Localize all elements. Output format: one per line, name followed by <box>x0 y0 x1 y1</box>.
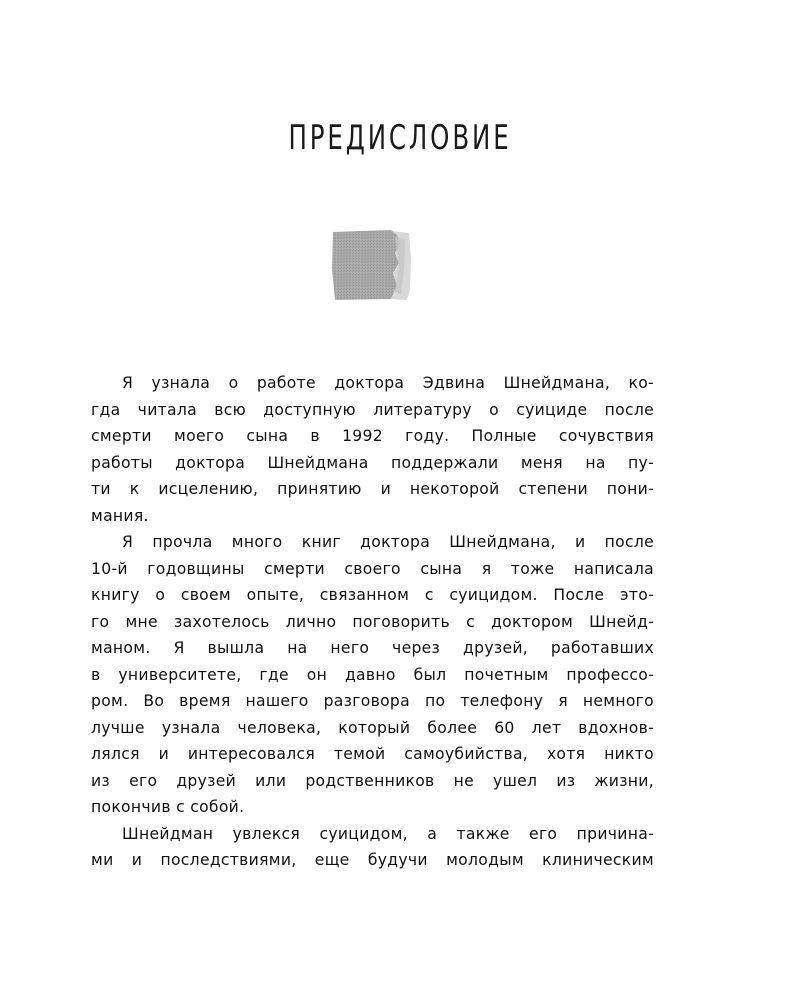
text-line: Я прочла много книг доктора Шнейдмана, и после <box>122 533 654 551</box>
text-line: ми и последствиями, еще будучи молодым клиническим <box>91 851 654 869</box>
body-text <box>91 370 654 874</box>
text-line: ти к исцелению, принятию и некоторой степени пони- <box>91 480 654 498</box>
paragraph-1 <box>91 370 654 529</box>
text-line: 10-й годовщины смерти своего сына я тоже написала <box>91 559 654 578</box>
text-line: маном. Я вышла на него через друзей, работавших <box>91 639 654 657</box>
text-line: Шнейдман увлекся суицидом, а также его причина- <box>122 824 654 843</box>
text-line: работы доктора Шнейдмана поддержали меня на пу- <box>91 453 654 472</box>
paragraph-2 <box>91 529 654 821</box>
text-line: гда читала всю доступную литературу о суициде после <box>91 400 654 419</box>
text-line: из его друзей или родственников не ушел из жизни, <box>91 771 654 790</box>
text-line: мания. <box>91 506 149 525</box>
text-line: ром. Во время нашего разговора по телефону я немного <box>91 692 654 710</box>
text-line: лучше узнала человека, который более 60 лет вдохнов- <box>91 718 654 737</box>
text-line: покончив с собой. <box>91 798 245 816</box>
text-line: Я узнала о работе доктора Эдвина Шнейдмана, ко- <box>122 374 654 392</box>
text-line: лялся и интересовался темой самоубийства, хотя никто <box>91 745 654 763</box>
chapter-title: ПРЕДИСЛОВИЕ <box>288 118 512 158</box>
text-line: в университете, где он давно был почетным профессо- <box>91 665 654 684</box>
torn-paper-ornament-icon <box>331 229 413 301</box>
text-line: смерти моего сына в 1992 году. Полные сочувствия <box>91 427 654 445</box>
paragraph-3 <box>91 821 654 874</box>
text-line: го мне захотелось лично поговорить с доктором Шнейд- <box>91 612 654 631</box>
text-line: книгу о своем опыте, связанном с суицидом. После это- <box>91 586 654 604</box>
